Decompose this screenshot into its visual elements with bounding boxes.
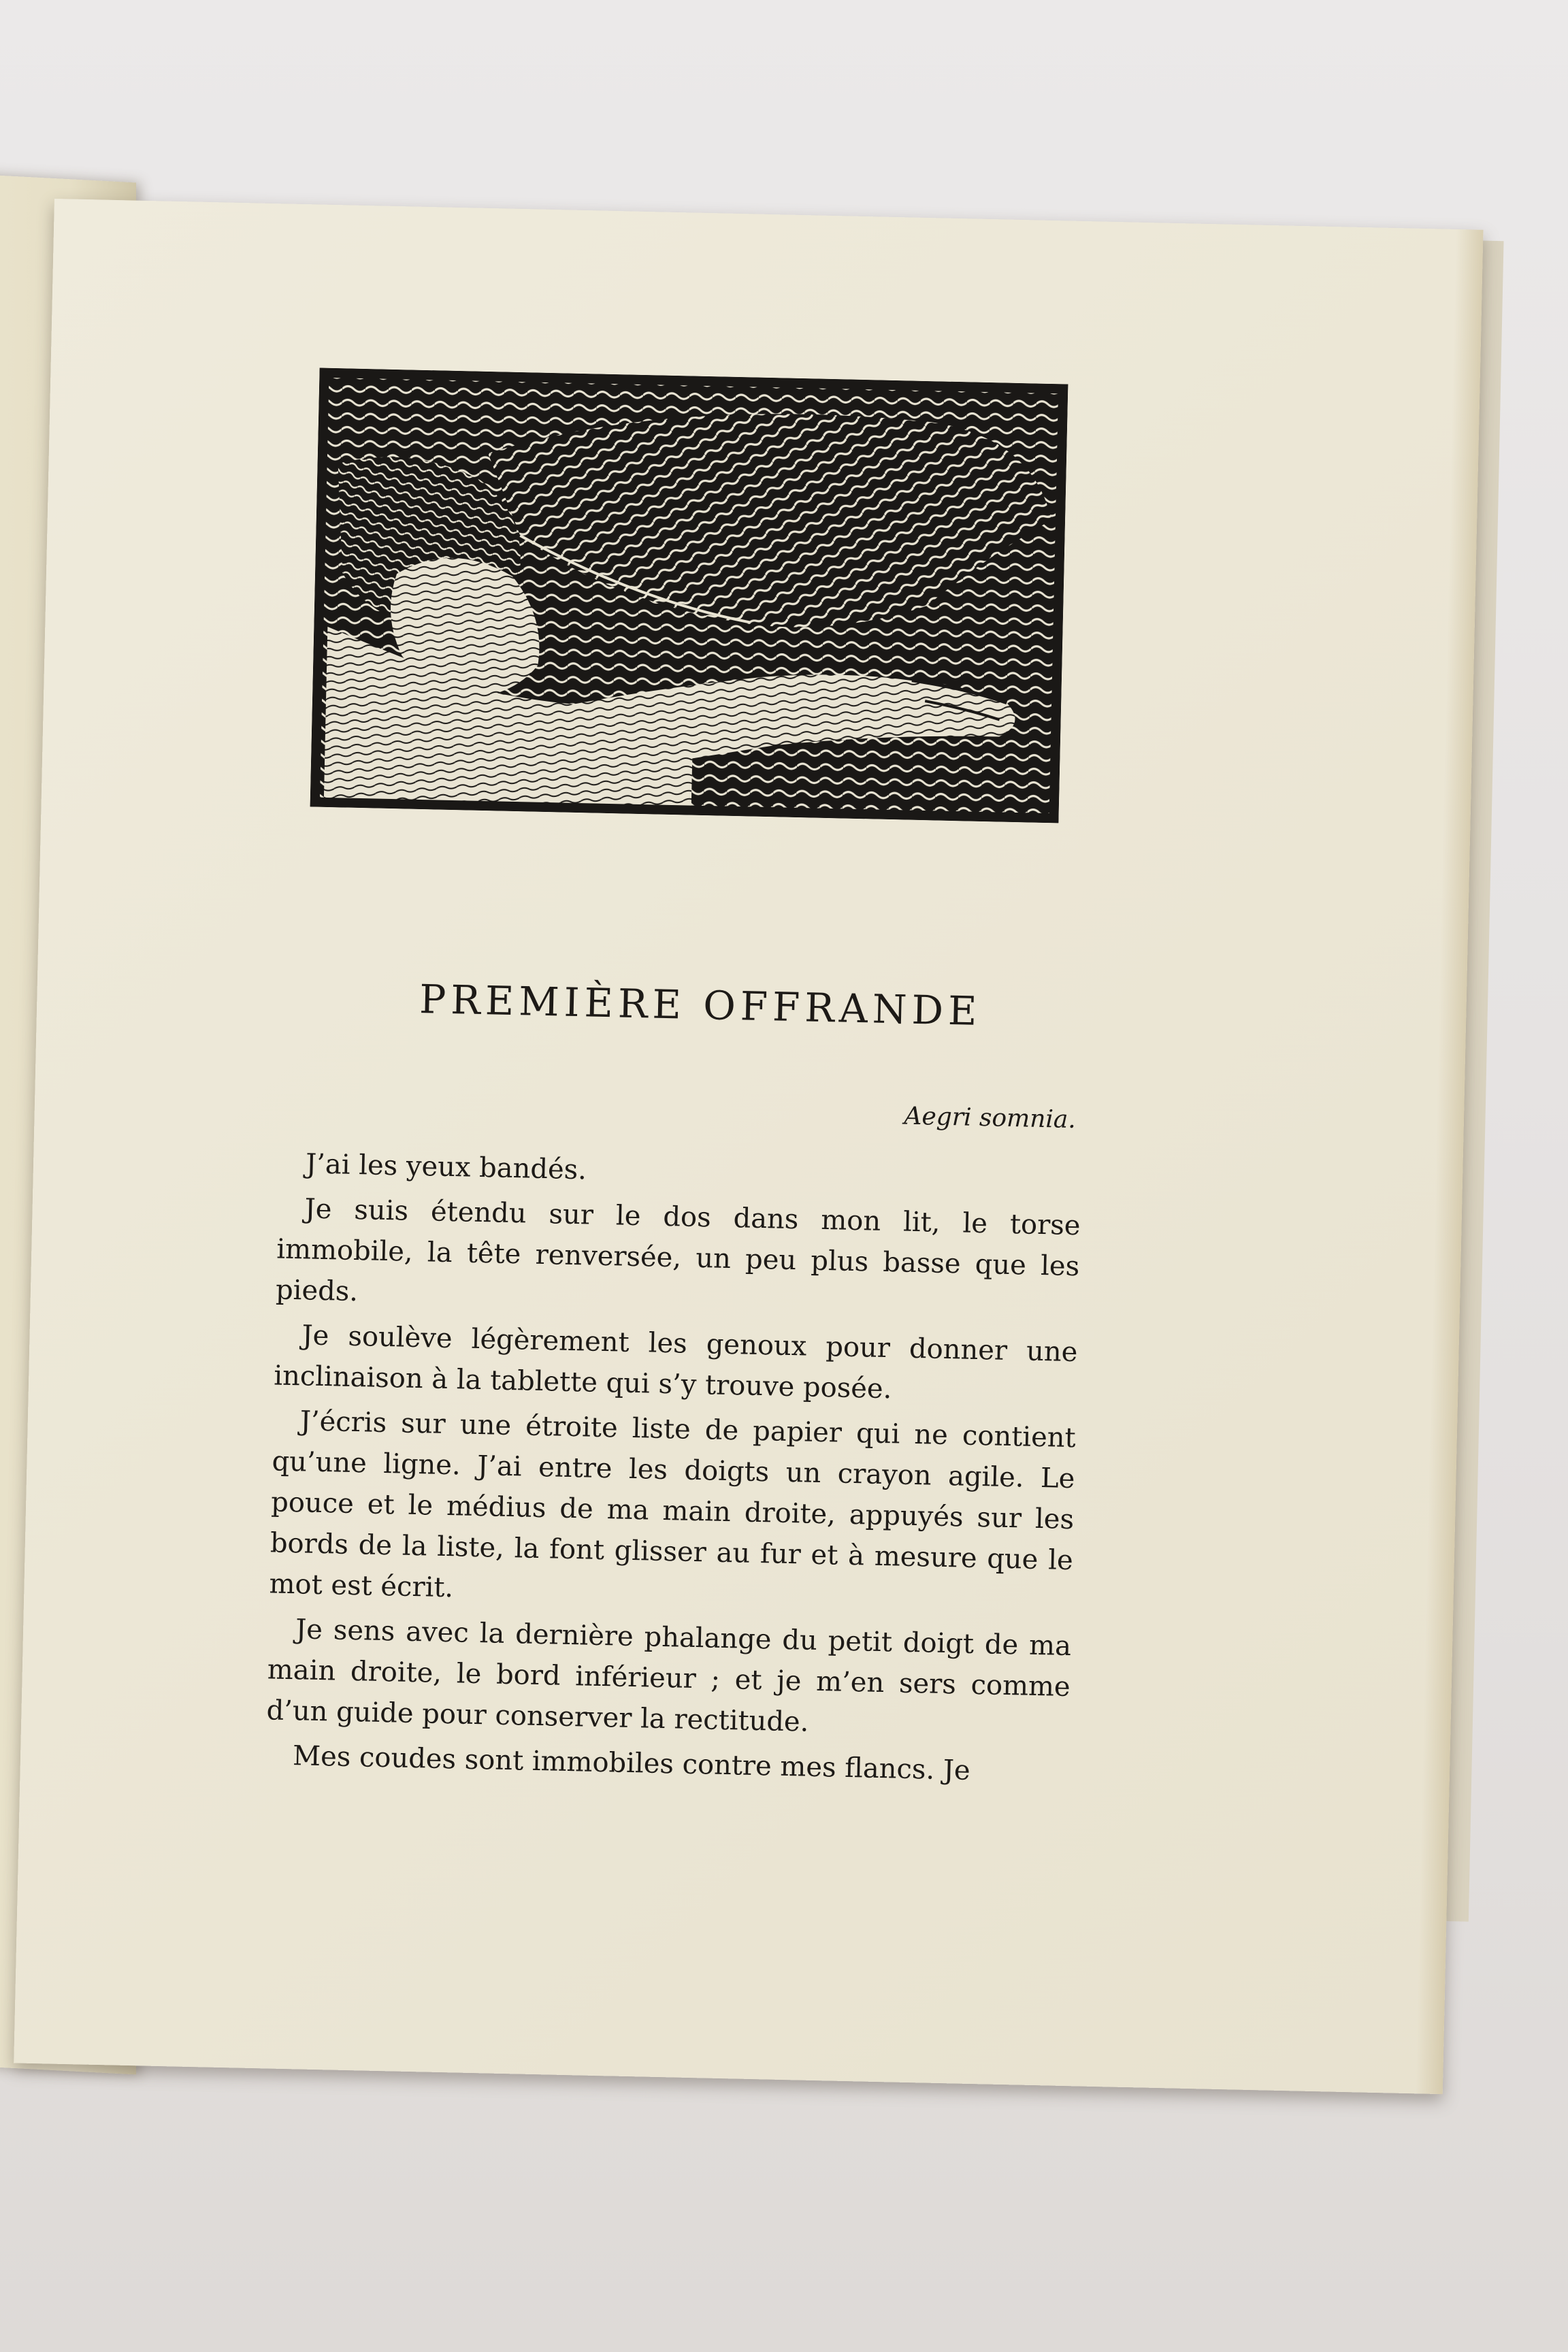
chapter-title: PREMIÈRE OFFRANDE: [419, 975, 983, 1034]
woodcut-illustration: [310, 368, 1068, 823]
body-text: [265, 1143, 1081, 1798]
paragraph: Je soulève légèrement les genoux pour donner une inclinaison à la tablette qui s’y trouve posée.: [273, 1320, 1078, 1405]
book-page: [14, 199, 1483, 2094]
paragraph: Mes coudes sont immobiles contre mes flancs. Je: [292, 1740, 971, 1786]
paragraph: J’écris sur une étroite liste de papier qui ne contient qu’une ligne. J’ai entre les doigts un crayon agile. Le pouce et le médius de ma main droite, appuyés sur les bords de la liste, la font glisser au fur et à mesure que le mot est écrit.: [269, 1405, 1077, 1604]
paragraph: Je sens avec la dernière phalange du petit doigt de ma main droite, le bord inférieur ; et je m’en sers comme d’un guide pour conserver la rectitude.: [266, 1614, 1072, 1738]
paragraph: J’ai les yeux bandés.: [305, 1148, 587, 1186]
page-content: [14, 199, 1483, 2094]
epigraph: Aegri somnia.: [904, 1102, 1077, 1134]
paragraph: Je suis étendu sur le dos dans mon lit, le torse immobile, la tête renversée, un peu plus basse que les pieds.: [275, 1193, 1081, 1308]
